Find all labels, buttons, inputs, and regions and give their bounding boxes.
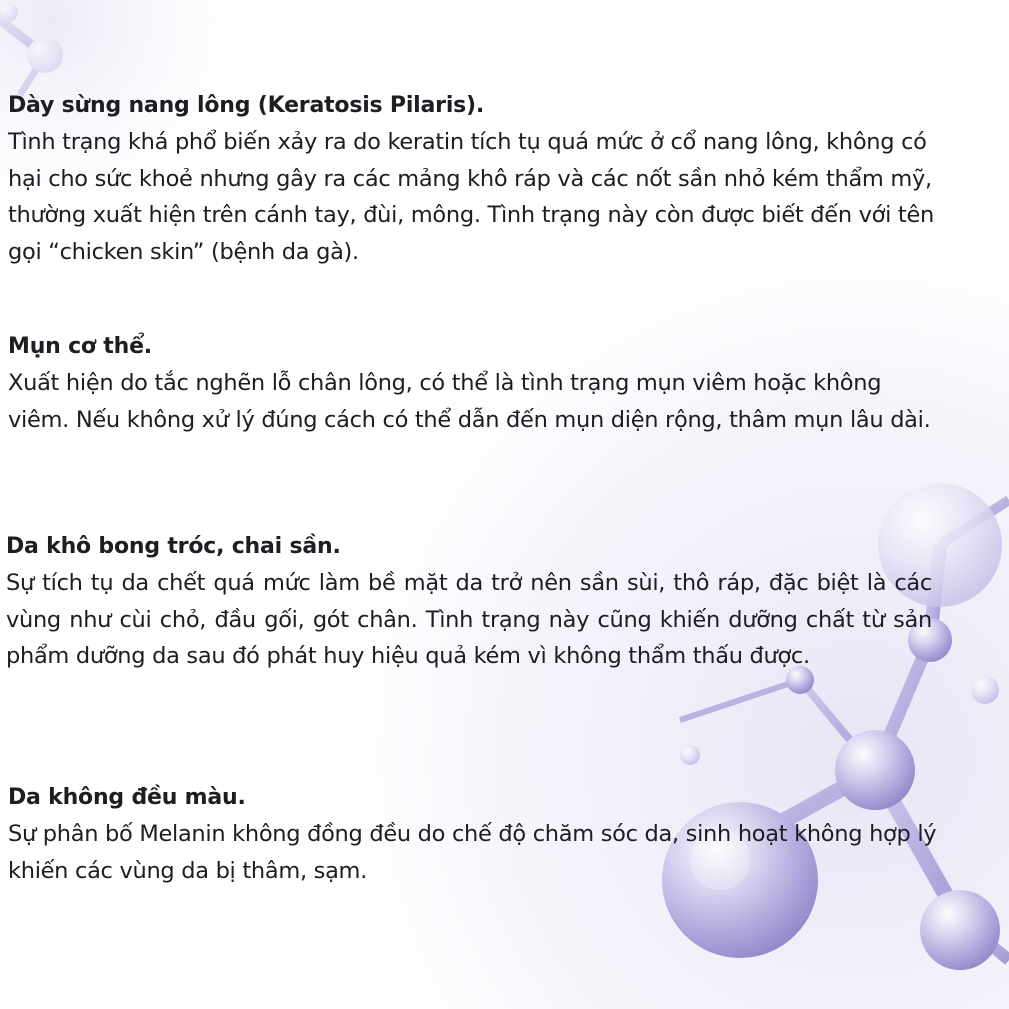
section-title: Da không đều màu. — [8, 785, 246, 810]
section-body-acne — [8, 329, 948, 438]
section-body: Sự tích tụ da chết quá mức làm bề mặt da trở nên sần sùi, thô ráp, đặc biệt là các vùng như cùi chỏ, đầu gối, gót chân. Tình trạng này cũng khiến dưỡng chất từ sản phẩm dưỡng da sau đó phát huy hiệu quả kém vì không thẩm thấu được. — [6, 570, 932, 669]
section-dry-rough-skin — [6, 529, 932, 675]
section-title: Mụn cơ thể. — [8, 334, 152, 359]
section-body: Sự phân bố Melanin không đồng đều do chế độ chăm sóc da, sinh hoạt không hợp lý khiến các vùng da bị thâm, sạm. — [8, 821, 937, 884]
section-uneven-skin-tone — [8, 780, 948, 889]
section-body: Xuất hiện do tắc nghẽn lỗ chân lông, có thể là tình trạng mụn viêm hoặc không viêm. Nếu không xử lý đúng cách có thể dẫn đến mụn diện rộng, thâm mụn lâu dài. — [8, 370, 931, 433]
section-title: Dày sừng nang lông (Keratosis Pilaris). — [8, 93, 485, 118]
section-title: Da khô bong tróc, chai sần. — [6, 534, 341, 559]
section-body: Tình trạng khá phổ biến xảy ra do keratin tích tụ quá mức ở cổ nang lông, không có hại cho sức khoẻ nhưng gây ra các mảng khô ráp và các nốt sần nhỏ kém thẩm mỹ, thường xuất hiện trên cánh tay, đùi, mông. Tình trạng này còn được biết đến với tên gọi “chicken skin” (bệnh da gà). — [8, 129, 934, 265]
section-keratosis-pilaris — [8, 88, 948, 270]
